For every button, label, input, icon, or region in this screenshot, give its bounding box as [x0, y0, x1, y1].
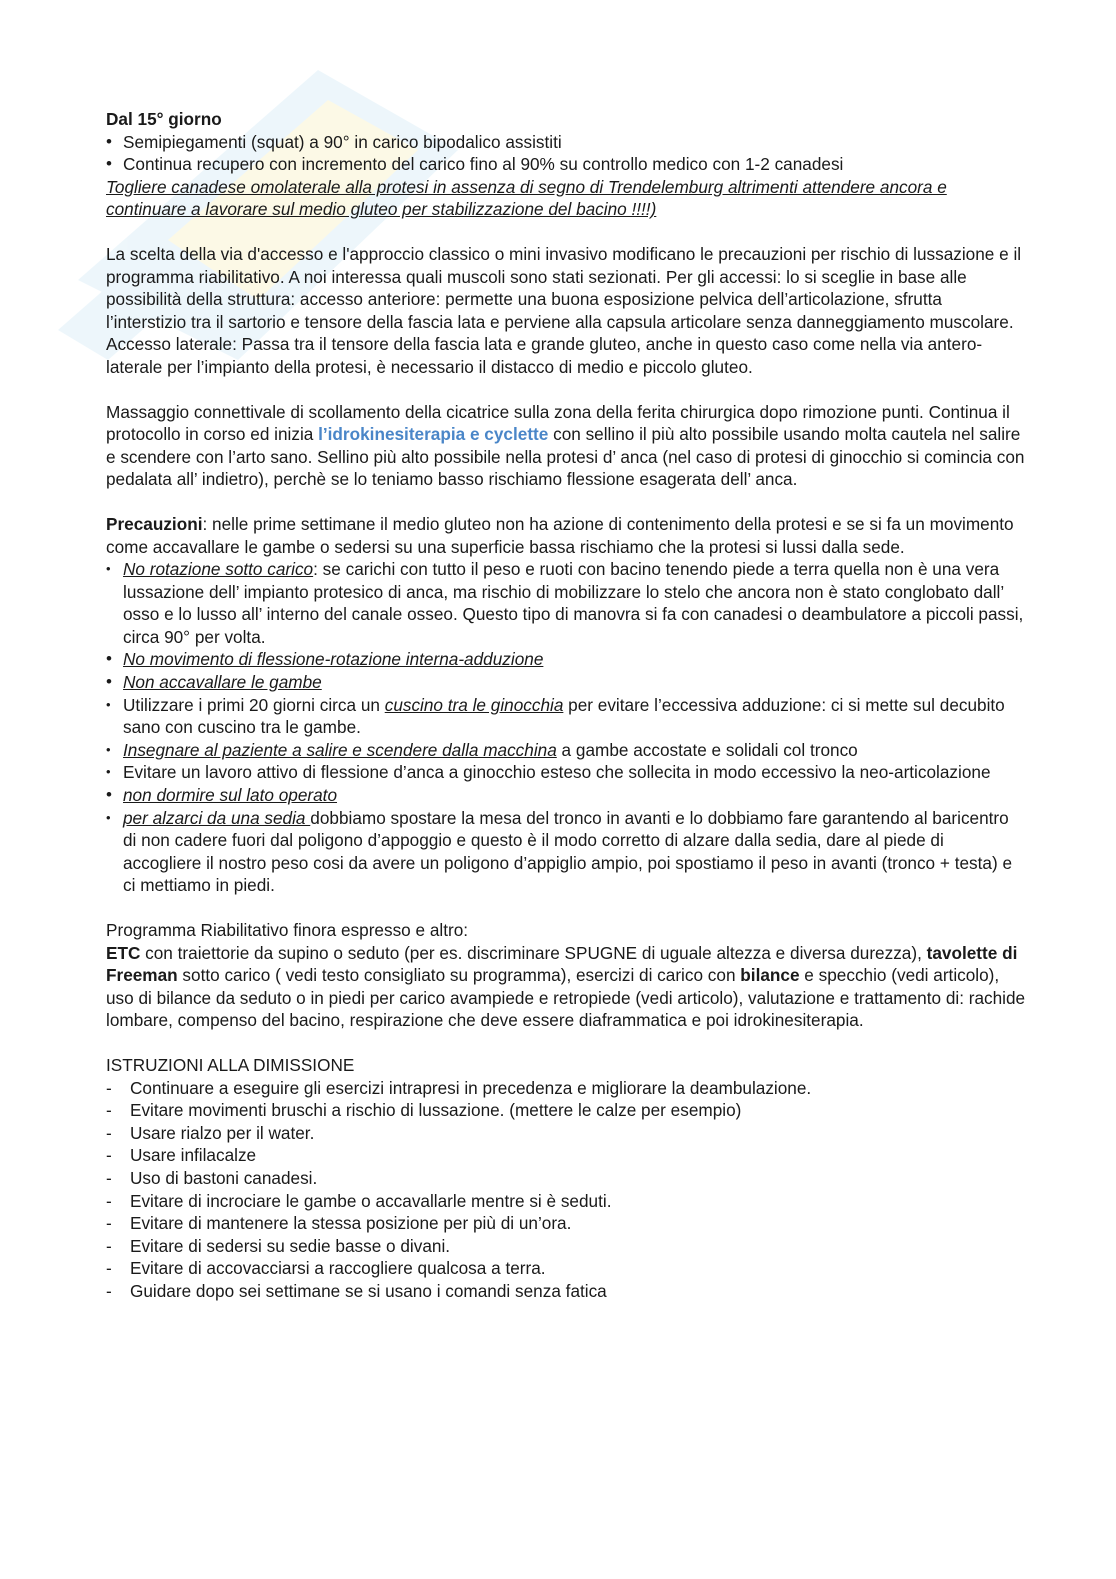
- dash-icon: -: [106, 1258, 112, 1279]
- list-item: - Guidare dopo sei settimane se si usano i comandi senza fatica: [106, 1280, 607, 1301]
- list-item: - Evitare di sedersi su sedie basse o divani.: [106, 1235, 451, 1256]
- bullet-icon: •: [106, 809, 111, 825]
- dash-icon: -: [106, 1280, 112, 1301]
- bullet-icon: •: [106, 696, 111, 712]
- discharge-list: [106, 1077, 1026, 1303]
- bullet-icon: •: [106, 649, 112, 669]
- list-item: • No movimento di flessione-rotazione interna-adduzione: [106, 649, 544, 670]
- discharge-title: ISTRUZIONI ALLA DIMISSIONE: [106, 1054, 355, 1075]
- list-item: • Continua recupero con incremento del carico fino al 90% su controllo medico con 1-2 canadesi: [106, 154, 844, 175]
- list-item: - Usare infilacalze: [106, 1145, 257, 1166]
- dash-icon: -: [106, 1190, 112, 1211]
- paragraph-massage: Massaggio connettivale di scollamento della cicatrice sulla zona della ferita chirurgica dopo rimozione punti. Continua il protocollo in corso ed inizia l’idrokinesiterapia e cyclette con sellino il più alto possibile usando molta cautela nel salire e scendere con l’arto sano. Sellino più alto possibile nella protesi d’ anca (nel caso di protesi di ginocchio si comincia con pedalata all’ indietro), perchè se lo teniamo basso rischiamo flessione esagerata dell’ anca.: [106, 401, 1025, 490]
- bullet-icon: •: [106, 561, 111, 577]
- dash-icon: -: [106, 1100, 112, 1121]
- highlight-text: l’idrokinesiterapia e cyclette: [318, 424, 549, 445]
- list-item: • per alzarci da una sedia dobbiamo spostare la mesa del tronco in avanti e lo dobbiamo fare garantendo al baricentro di non cadere fuori dal poligono d’appoggio e questo è il modo corretto di alzare dalla sedia, dare al piede di accogliere il nostro peso cosi da avere un poligono d’appiglio ampio, poi spostiamo il peso in avanti (tronco + testa) e ci mettiamo in piedi.: [106, 807, 1013, 896]
- dash-icon: -: [106, 1122, 112, 1143]
- list-item: • Utilizzare i primi 20 giorni circa un cuscino tra le ginocchia per evitare l’eccessiva adduzione: ci si mette sul decubito sano con cuscino tra le gambe.: [106, 694, 1005, 738]
- list-item: - Evitare di mantenere la stessa posizione per più di un’ora.: [106, 1213, 572, 1234]
- section-heading: Dal 15° giorno: [106, 109, 222, 129]
- note-text: Togliere canadese omolaterale alla protesi in assenza di segno di Trendelemburg altrimenti attendere ancora e continuare a lavorare sul medio gluteo per stabilizzazione del bacino !!!!): [106, 176, 947, 220]
- document-page: [106, 108, 1026, 1303]
- list-item: - Evitare di accovacciarsi a raccogliere qualcosa a terra.: [106, 1258, 546, 1279]
- list-item: • No rotazione sotto carico: se carichi con tutto il peso e ruoti con bacino tenendo piede a terra quella non è una vera lussazione dell’ impianto protesico di anca, ma rischio di mobilizzare lo stelo che ancora non è stato conglobato dall’ osso e lo lusso all’ interno del canale osseo. Questo tipo di manovra si fa con canadesi o deambulatore a piccoli passi, circa 90° per volta.: [106, 559, 1024, 647]
- bullet-icon: •: [106, 672, 112, 692]
- bullet-icon: •: [106, 785, 112, 805]
- precautions-intro: Precauzioni: nelle prime settimane il medio gluteo non ha azione di contenimento della protesi e se si fa un movimento come accavallare le gambe o sedersi su una superficie bassa rischiamo che la protesi si lussi dalla sede.: [106, 513, 1014, 557]
- bullet-icon: •: [106, 764, 111, 780]
- dash-icon: -: [106, 1235, 112, 1256]
- list-item: - Evitare di incrociare le gambe o accavallarle mentre si è seduti.: [106, 1190, 612, 1211]
- paragraph-access: La scelta della via d'accesso e l'approccio classico o mini invasivo modificano le precauzioni per rischio di lussazione e il programma riabilitativo. A noi interessa quali muscoli sono stati sezionati. Per gli accessi: lo si sceglie in base alle possibilità della struttura: accesso anteriore: permette una buona esposizione pelvica dell’articolazione, sfrutta l’interstizio tra il sartorio e tensore della fascia lata e perviene alla capsula articolare senza danneggiamento muscolare. Accesso laterale: Passa tra il tensore della fascia lata e grande gluteo, anche in questo caso come nella via antero- laterale per l’impianto della protesi, è necessario il distacco di medio e piccolo gluteo.: [106, 243, 1022, 377]
- list-item: • Non accavallare le gambe: [106, 672, 322, 693]
- bullet-icon: •: [106, 154, 112, 174]
- list-item: - Usare rialzo per il water.: [106, 1122, 315, 1143]
- program-text: ETC con traiettorie da supino o seduto (per es. discriminare SPUGNE di uguale altezza e diversa durezza), tavolette di Freeman sotto carico ( vedi testo consigliato su programma), esercizi di carico con bilance e specchio (vedi articolo), uso di bilance da seduto o in piedi per carico avampiede e retropiede (vedi articolo), valutazione e trattamento di: rachide lombare, compenso del bacino, respirazione che deve essere diaframmatica e poi idrokinesiterapia.: [106, 942, 1026, 1031]
- list-item: - Continuare a eseguire gli esercizi intrapresi in precedenza e migliorare la deambulazione.: [106, 1077, 812, 1098]
- list-item: • Evitare un lavoro attivo di flessione d’anca a ginocchio esteso che sollecita in modo eccessivo la neo-articolazione: [106, 762, 991, 783]
- list-item: • non dormire sul lato operato: [106, 785, 338, 806]
- program-title: Programma Riabilitativo finora espresso e altro:: [106, 920, 469, 940]
- list-item: - Uso di bastoni canadesi.: [106, 1167, 318, 1188]
- list-item: • Insegnare al paziente a salire e scendere dalla macchina a gambe accostate e solidali col tronco: [106, 739, 858, 760]
- list-item: - Evitare movimenti bruschi a rischio di lussazione. (mettere le calze per esempio): [106, 1100, 742, 1121]
- dash-icon: -: [106, 1145, 112, 1166]
- bullet-icon: •: [106, 131, 112, 151]
- dash-icon: -: [106, 1213, 112, 1234]
- bullet-icon: •: [106, 741, 111, 757]
- precautions-label: Precauzioni: [106, 513, 203, 534]
- list-item: • Semipiegamenti (squat) a 90° in carico bipodalico assistiti: [106, 131, 562, 152]
- dash-icon: -: [106, 1077, 112, 1098]
- dash-icon: -: [106, 1167, 112, 1188]
